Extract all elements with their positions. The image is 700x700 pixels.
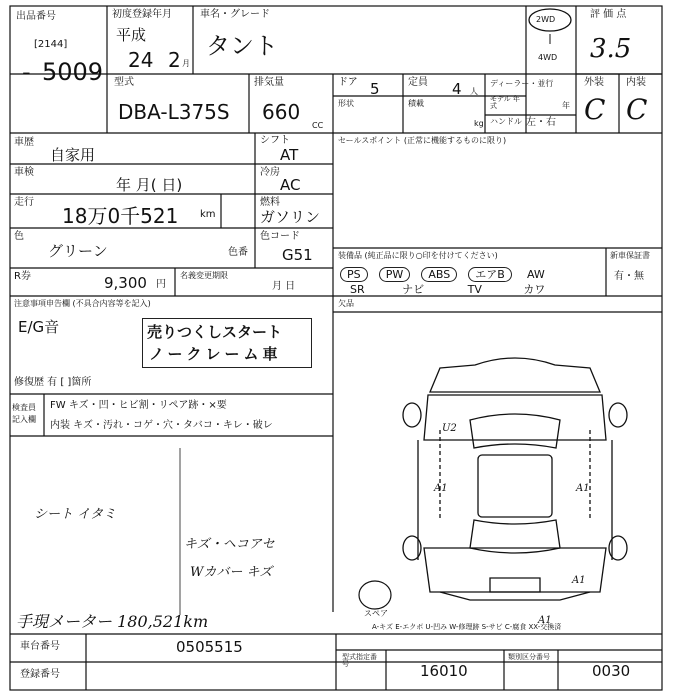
new-warranty-options: 有・無 (614, 271, 644, 282)
chassis-label: 車台番号 (20, 641, 60, 652)
score-value: 3.5 (590, 34, 632, 64)
mileage-label: 走行 (14, 197, 34, 208)
inspection-value: 年 月( 日) (116, 176, 183, 194)
stamp-line-1: 売りつくしスタート (147, 323, 283, 341)
color-no-label: 色番 (228, 247, 248, 258)
stamp-box (142, 318, 312, 368)
handwritten-damage: キズ・ヘコアセ (184, 537, 275, 552)
car-name-label: 車名・グレード (200, 9, 270, 20)
r-ticket-label: R券 (14, 271, 31, 282)
car-diagram (403, 358, 627, 600)
color-label: 色 (14, 231, 24, 242)
equip-tv: TV (467, 283, 482, 296)
seats-label: 定員 (408, 77, 428, 88)
damage-mark-left: A1 (434, 483, 448, 494)
equipment-label: 装備品 (純正品に限り○印を付けてください) (338, 251, 498, 260)
r-ticket-unit: 円 (156, 279, 166, 290)
handwritten-seat: シート イタミ (34, 507, 117, 522)
mileage-value: 18万0千521 (62, 204, 179, 228)
score-label: 評 価 点 (590, 9, 627, 20)
recall-value: 月 日 (272, 281, 296, 292)
spare-label: スペア (364, 609, 388, 618)
inspector-label: 検査員 記入欄 (12, 403, 36, 424)
model-designation-label: 型式指定番号 (342, 653, 377, 668)
exterior-label: 外装 (584, 77, 604, 88)
reg-month: 2 (168, 48, 181, 72)
cc-unit: CC (312, 121, 324, 130)
equip-sr: SR (350, 283, 365, 296)
shift-value: AT (280, 146, 299, 164)
door-value: 5 (370, 80, 380, 98)
new-warranty-label: 新車保証書 (610, 251, 650, 260)
damage-mark-bottom: A1 (538, 615, 552, 626)
model-value: DBA-L375S (118, 100, 230, 124)
equip-ps: PS (340, 267, 368, 282)
handle-label: ハンドル (490, 117, 522, 126)
equip-pw: PW (379, 267, 411, 282)
model-designation-value: 16010 (420, 662, 468, 680)
km-unit: km (200, 209, 216, 220)
equipment-row-1 (340, 265, 545, 282)
reg-year: 24 (128, 48, 154, 72)
displacement-label: 排気量 (254, 77, 284, 88)
stamp-line-2: ノークレーム車 (149, 345, 282, 363)
class-number-value: 0030 (592, 662, 631, 680)
color-code-label: 色コード (260, 231, 300, 242)
damage-legend: A-キズ E-エクボ U-凹み W-修理跡 S-サビ C-腐食 XX-交換済 (372, 623, 562, 631)
equipment-row-2 (350, 284, 545, 295)
ac-value: AC (280, 176, 301, 194)
drive-2wd: 2WD (536, 15, 556, 24)
lot-number: 5009 (42, 58, 104, 86)
inspection-label: 車検 (14, 167, 34, 178)
load-label: 積載 (408, 99, 424, 108)
equip-aw: AW (526, 268, 545, 281)
fuel-label: 燃料 (260, 197, 280, 208)
interior-grade: C (626, 93, 648, 126)
dealer-label: ディーラー・並行 (490, 79, 554, 88)
notes-engine: E/G音 (18, 318, 60, 336)
first-reg-label: 初度登録年月 (112, 9, 172, 20)
damage-mark-right: A1 (576, 483, 590, 494)
model-year-label: モデル 年式 (490, 95, 520, 110)
displacement-value: 660 (262, 100, 301, 124)
handle-options: 左・右 (526, 117, 556, 128)
shape-label: 形状 (338, 99, 354, 108)
model-label: 型式 (114, 77, 134, 88)
shift-label: シフト (260, 135, 290, 146)
reg-month-unit: 月 (182, 59, 190, 68)
seats-unit: 人 (470, 87, 478, 96)
car-name: タント (206, 32, 278, 60)
notes-label: 注意事項申告欄 (不具合内容等を記入) (14, 299, 151, 308)
registration-label: 登録番号 (20, 669, 60, 680)
inspector-interior-line: 内装 キズ・汚れ・コゲ・穴・タバコ・キレ・破レ (50, 420, 273, 431)
ac-label: 冷房 (260, 167, 280, 178)
interior-label: 内装 (626, 77, 646, 88)
r-ticket-value: 9,300 (104, 274, 147, 292)
color-code-value: G51 (282, 246, 313, 264)
drive-4wd: 4WD (538, 53, 558, 62)
history-value: 自家用 (50, 146, 96, 164)
seats-value: 4 (452, 80, 462, 98)
equip-leather: カワ (523, 283, 546, 296)
repair-history: 修復歴 有 [ ]箇所 (14, 377, 92, 388)
fuel-value: ガソリン (260, 208, 321, 226)
year-unit: 年 (562, 101, 570, 110)
inspector-fw-line: FW キズ・凹・ヒビ割・リペア跡・×要 (50, 400, 227, 411)
missing-items-label: 欠品 (338, 299, 354, 308)
damage-mark-rear: A1 (572, 575, 586, 586)
history-label: 車歴 (14, 137, 34, 148)
lot-dash: - (22, 58, 31, 86)
chassis-value: 0505515 (176, 638, 243, 656)
color-value: グリーン (48, 242, 108, 260)
equip-abs: ABS (421, 267, 457, 282)
sales-point-label: セールスポイント (正常に機能するものに限り) (338, 136, 507, 145)
kg-unit: kg (474, 119, 484, 128)
handwritten-cover: Wカバー キズ (190, 565, 273, 580)
door-label: ドア (338, 77, 358, 88)
exterior-grade: C (584, 93, 606, 126)
equip-airbag: エアB (468, 267, 512, 282)
handwritten-odometer: 手現メーター 180,521km (16, 612, 209, 631)
damage-mark-front: U2 (442, 423, 457, 434)
era-value: 平成 (116, 26, 147, 44)
lot-sub-number: [2144] (34, 39, 68, 50)
lot-number-label: 出品番号 (16, 11, 56, 22)
equip-navi: ナビ (402, 283, 425, 296)
recall-label: 名義変更期限 (180, 271, 228, 280)
class-number-label: 類別区分番号 (508, 653, 550, 661)
